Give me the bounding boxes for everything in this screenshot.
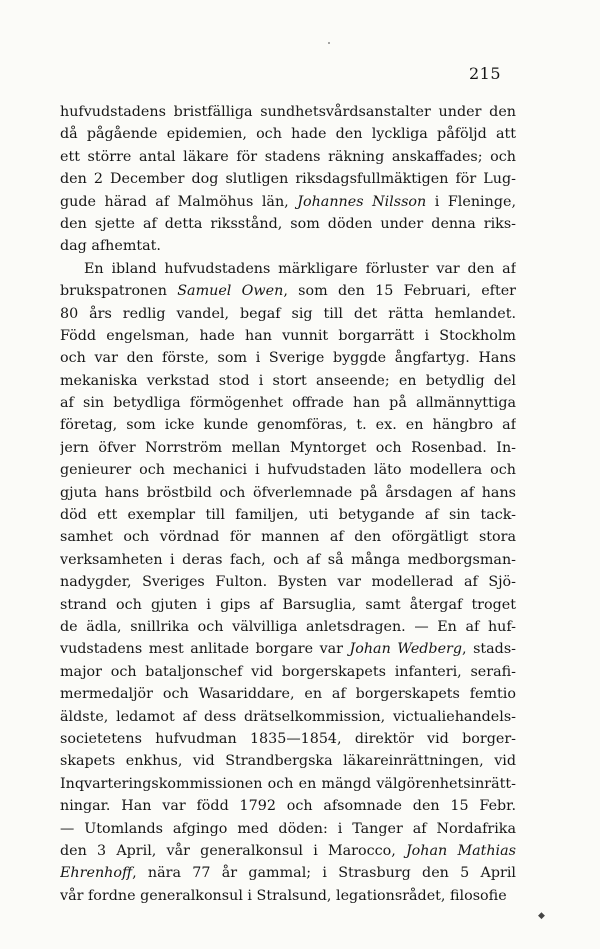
text-line: [60, 616, 516, 638]
text-line: [60, 526, 516, 548]
text-run: äldste, ledamot af dess drätselkommission, victualiehandels-: [60, 708, 516, 725]
text-run: , nära 77 år gammal; i Strasburg den 5 April: [132, 865, 516, 882]
text-run: dag afhemtat.: [60, 238, 161, 255]
text-run: Inqvarteringskommissionen och en mängd välgörenhetsinrätt-: [60, 775, 516, 792]
text-run: strand och gjuten i gips af Barsuglia, samt återgaf troget: [60, 596, 516, 613]
text-line: [60, 549, 516, 571]
text-line: [60, 235, 516, 257]
text-line: [60, 392, 516, 414]
text-run: jern öfver Norrström mellan Myntorget och Rosenbad. In-: [60, 439, 516, 456]
page-number: 215: [469, 64, 502, 83]
text-line: [60, 482, 516, 504]
text-run: den sjette af detta riksstånd, som döden under denna riks-: [60, 215, 516, 232]
text-run: verksamheten i deras fach, och af så många medborgsman-: [60, 551, 516, 568]
text-run: En ibland hufvudstadens märkligare förluster var den af: [84, 260, 516, 277]
text-run: gjuta hans bröstbild och öfverlemnade på årsdagen af hans: [60, 484, 516, 501]
text-run: mermedaljör och Wasariddare, en af borgerskapets femtio: [60, 686, 516, 703]
text-line: [60, 862, 516, 884]
text-run: genieurer och mechanici i hufvudstaden läto modellera och: [60, 462, 516, 479]
text-run: brukspatronen: [60, 283, 178, 300]
text-run: major och bataljonschef vid borgerskapets infanteri, serafi-: [60, 663, 516, 680]
text-run: nadygder, Sveriges Fulton. Bysten var modellerad af Sjö-: [60, 574, 516, 591]
text-line: [60, 594, 516, 616]
text-run: i Fleninge,: [426, 193, 516, 210]
text-run: hufvudstadens bristfälliga sundhetsvårdsanstalter under den: [60, 104, 516, 120]
text-line: [60, 840, 516, 862]
person-name: Ehrenhoff: [60, 865, 133, 882]
text-run: — Utomlands afgingo med döden: i Tanger af Nordafrika: [60, 820, 516, 837]
text-run: ett större antal läkare för stadens räkning anskaffades; och: [60, 148, 516, 165]
text-line: [60, 683, 516, 705]
text-line: [60, 818, 516, 840]
text-line: [60, 414, 516, 436]
text-line: [60, 101, 516, 123]
body-text: [60, 101, 516, 907]
text-line: [60, 504, 516, 526]
text-line: [60, 773, 516, 795]
person-name: Johan Wedberg: [349, 641, 463, 658]
text-run: Född engelsman, hade han vunnit borgarrätt i Stockholm: [60, 327, 516, 344]
text-line: [60, 280, 516, 302]
text-run: , som den 15 Februari, efter: [283, 283, 516, 300]
text-line: [60, 347, 516, 369]
text-line: [60, 795, 516, 817]
text-run: då pågående epidemien, och hade den lyckliga påföljd att: [60, 126, 516, 143]
text-run: skapets enkhus, vid Strandbergska läkareinrättningen, vid: [60, 753, 516, 770]
text-run: 80 års redlig vandel, begaf sig till det rätta hemlandet.: [60, 305, 516, 322]
text-line: [60, 638, 516, 660]
text-line: [60, 146, 516, 168]
text-line: [60, 750, 516, 772]
text-run: den 3 April, vår generalkonsul i Marocco,: [60, 842, 406, 859]
text-line: [60, 123, 516, 145]
text-line: [60, 459, 516, 481]
text-run: och var den förste, som i Sverige byggde ångfartyg. Hans: [60, 350, 516, 367]
text-run: af sin betydliga förmögenhet offrade han på allmännyttiga: [60, 395, 516, 412]
text-run: vår fordne generalkonsul i Stralsund, legationsrådet, filosofie: [60, 887, 507, 904]
person-name: Samuel Owen: [177, 283, 284, 300]
text-line: [60, 885, 516, 907]
text-run: mekaniska verkstad stod i stort anseende; en betydlig del: [60, 372, 516, 389]
text-line: [60, 370, 516, 392]
text-line: [60, 191, 516, 213]
text-line: [60, 437, 516, 459]
person-name: Johannes Nilsson: [297, 193, 427, 210]
text-line: [60, 213, 516, 235]
text-line: [60, 661, 516, 683]
person-name: Johan Mathias: [405, 842, 516, 859]
text-run: de ädla, snillrika och välvilliga anletsdragen. — En af huf-: [60, 618, 516, 635]
text-run: societetens hufvudman 1835—1854, direktör vid borger-: [60, 730, 516, 747]
paper-speck: [328, 42, 330, 44]
text-run: samhet och vördnad för mannen af den oförgätligt stora: [60, 529, 516, 546]
text-run: vudstadens mest anlitade borgare var: [60, 641, 350, 658]
text-line: [60, 168, 516, 190]
text-run: död ett exemplar till familjen, uti betygande af sin tack-: [60, 507, 516, 524]
text-line: [60, 728, 516, 750]
text-line: [60, 325, 516, 347]
text-line: [60, 258, 516, 280]
text-line: [60, 706, 516, 728]
text-line: [60, 571, 516, 593]
text-run: gude härad af Malmöhus län,: [60, 193, 298, 210]
text-line: [60, 303, 516, 325]
text-run: , stads-: [462, 641, 516, 658]
text-run: den 2 December dog slutligen riksdagsfullmäktigen för Lug-: [60, 171, 516, 188]
text-run: företag, som icke kunde genomföras, t. ex. en hängbro af: [60, 417, 516, 434]
printer-mark: ◆: [538, 911, 545, 921]
text-run: ningar. Han var född 1792 och afsomnade den 15 Febr.: [60, 798, 516, 815]
